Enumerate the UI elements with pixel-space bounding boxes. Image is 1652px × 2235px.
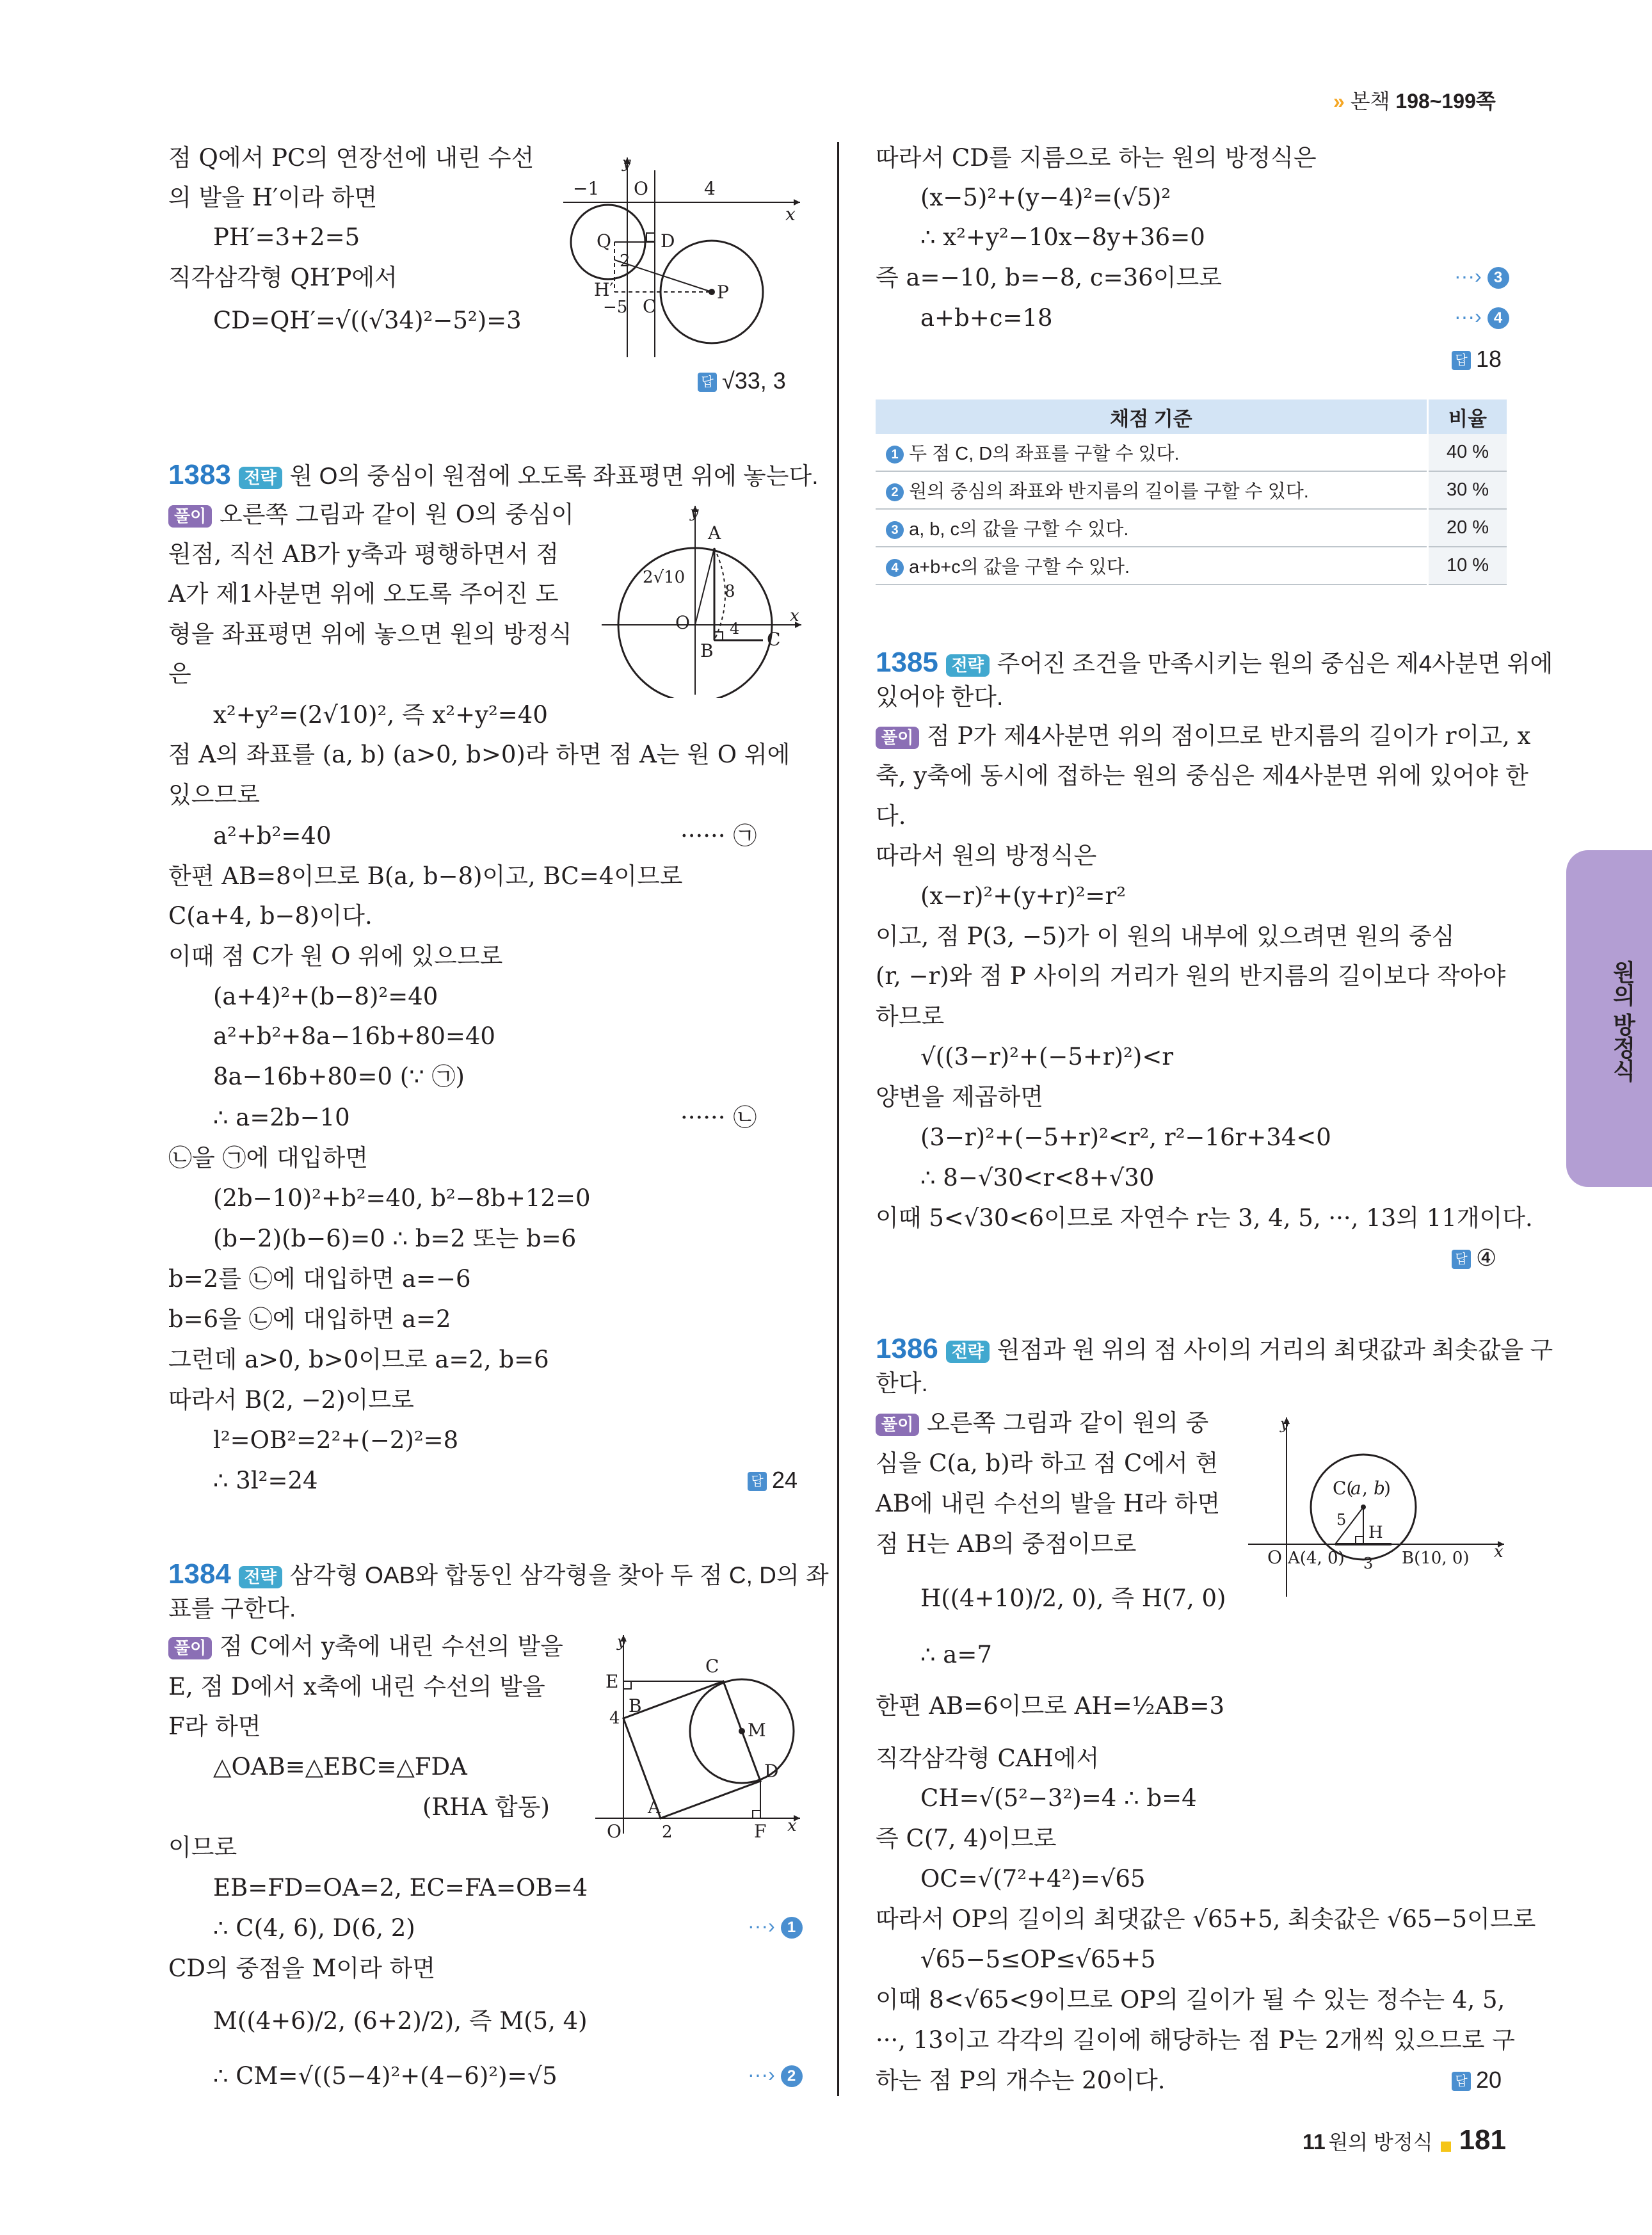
math-line: ∴ 8−√30<r<8+√30 [920, 1164, 1155, 1191]
math-line: OC=√(7²+4²)=√65 [920, 1865, 1146, 1892]
svg-text:C: C [767, 629, 781, 650]
solution-line: ···, 13이고 각각의 길이에 해당하는 점 P는 2개씩 있으므로 구 [876, 2026, 1515, 2054]
strategy-text: 원점과 원 위의 점 사이의 거리의 최댓값과 최솟값을 구 [997, 1337, 1553, 1363]
solution-line: 이고, 점 P(3, −5)가 이 원의 내부에 있으려면 원의 중심 [876, 923, 1455, 950]
solution-line: 즉 a=−10, b=−8, c=36이므로 [876, 264, 1222, 291]
problem-1385-heading [876, 649, 1553, 677]
strategy-text-cont: 표를 구한다. [168, 1595, 296, 1622]
solution-line: 형을 좌표평면 위에 놓으면 원의 방정식 [168, 620, 572, 648]
svg-text:8: 8 [725, 582, 735, 601]
solution-line: 다. [876, 802, 906, 830]
math-line: (RHA 합동) [422, 1793, 550, 1821]
svg-text:4: 4 [609, 1709, 620, 1728]
svg-text:H′: H′ [594, 279, 614, 300]
text-line: 의 발을 H′이라 하면 [168, 184, 378, 211]
math-line: ∴ x²+y²−10x−8y+36=0 [920, 223, 1205, 251]
chapter-tab-number: 11 [1500, 893, 1569, 958]
solution-line: b=6을 ㉡에 대입하면 a=2 [168, 1305, 451, 1333]
math-line: a²+b²+8a−16b+80=40 [213, 1022, 495, 1050]
strategy-badge: 전략 [946, 1341, 990, 1363]
solution-line: A가 제1사분면 위에 오도록 주어진 도 [168, 580, 559, 608]
math-line: EB=FD=OA=2, EC=FA=OB=4 [213, 1874, 588, 1901]
problem-number: 1386 [876, 1333, 938, 1364]
problem-1383-heading [168, 461, 819, 489]
solution-line: 축, y축에 동시에 접하는 원의 중심은 제4사분면 위에 있어야 한 [876, 762, 1528, 789]
solution-line: 점 H는 AB의 중점이므로 [876, 1530, 1137, 1558]
figure-chord-circle [1248, 1411, 1511, 1603]
math-line: H((4+10)/2, 0), 즉 H(7, 0) [920, 1585, 1226, 1612]
math-line: ∴ CM=√((5−4)²+(4−6)²)=√5 [213, 2062, 557, 2090]
solution-line: E, 점 D에서 x축에 내린 수선의 발을 [168, 1673, 545, 1700]
solution-line: 이때 5<√30<6이므로 자연수 r는 3, 4, 5, ···, 13의 11개이다. [876, 1204, 1533, 1232]
svg-text:P: P [717, 282, 729, 303]
svg-text:F: F [754, 1821, 767, 1840]
solution-line: 하므로 [876, 1003, 945, 1030]
solution-badge: 풀이 [876, 1414, 919, 1436]
equation-mark-1: ······ ㉠ [680, 822, 757, 850]
page-reference [1333, 85, 1496, 115]
solution-line: (r, −r)와 점 P 사이의 거리가 원의 반지름의 길이보다 작아야 [876, 962, 1506, 990]
svg-text:A: A [708, 522, 721, 544]
table-header-criteria: 채점 기준 [876, 399, 1428, 434]
equation-mark-2: ······ ㉡ [680, 1104, 757, 1131]
ref-label: 본책 [1350, 90, 1390, 113]
solution-line: 직각삼각형 CAH에서 [876, 1745, 1100, 1772]
math-line: (2b−10)²+b²=40, b²−8b+12=0 [213, 1184, 591, 1212]
solution-line: 이때 8<√65<9이므로 OP의 길이가 될 수 있는 정수는 4, 5, [876, 1986, 1505, 2013]
solution-line: F라 하면 [168, 1713, 261, 1740]
svg-text:x: x [790, 606, 799, 625]
solution-line: 풀이 점 P가 제4사분면 위의 점이므로 반지름의 길이가 r이고, x [876, 724, 1530, 749]
svg-text:O: O [607, 1821, 622, 1840]
math-line: △OAB≡△EBC≡△FDA [213, 1753, 467, 1780]
page-number: 181 [1459, 2124, 1506, 2156]
page-footer [1303, 2124, 1506, 2156]
answer-1385: 답 ④ [1452, 1245, 1496, 1271]
svg-text:A(4, 0): A(4, 0) [1288, 1549, 1345, 1568]
answer-1386: 답 20 [1452, 2067, 1502, 2094]
figure-circle-abc [602, 499, 806, 698]
solution-badge: 풀이 [876, 727, 919, 749]
scoring-table [876, 399, 1507, 585]
solution-line: 양변을 제곱하면 [876, 1083, 1043, 1111]
solution-line: 심을 C(a, b)라 하고 점 C에서 현 [876, 1449, 1219, 1477]
solution-line: 즉 C(7, 4)이므로 [876, 1825, 1057, 1852]
svg-text:−5: −5 [603, 298, 628, 317]
svg-text:5: 5 [1336, 1511, 1347, 1529]
problem-number: 1384 [168, 1558, 231, 1590]
answer-icon: 답 [1452, 351, 1471, 370]
svg-text:2√10: 2√10 [643, 568, 686, 587]
strategy-badge: 전략 [239, 467, 282, 489]
svg-text:4: 4 [730, 620, 740, 638]
svg-text:A: A [648, 1796, 661, 1818]
math-line: (x−5)²+(y−4)²=(√5)² [920, 184, 1171, 211]
solution-line: 그런데 a>0, b>0이므로 a=2, b=6 [168, 1346, 549, 1373]
table-row: 4 a+b+c의 값을 구할 수 있다. 10 % [876, 547, 1507, 585]
math-line: a²+b²=40 [213, 822, 332, 850]
text-line: 점 Q에서 PC의 연장선에 내린 수선 [168, 144, 534, 172]
solution-line: 한편 AB=8이므로 B(a, b−8)이고, BC=4이므로 [168, 862, 683, 890]
math-line: ∴ 3l²=24 [213, 1467, 318, 1494]
svg-text:,: , [1362, 1478, 1368, 1499]
svg-text:D: D [764, 1761, 779, 1782]
step-marker-4: ···› 4 [1454, 305, 1509, 329]
solution-line: b=2를 ㉡에 대입하면 a=−6 [168, 1265, 471, 1293]
strategy-badge: 전략 [946, 654, 990, 677]
svg-text:C: C [705, 1656, 719, 1677]
math-line: (a+4)²+(b−8)²=40 [213, 983, 438, 1010]
solution-line: 이므로 [168, 1834, 237, 1861]
column-divider [837, 142, 839, 2096]
svg-text:x: x [787, 1816, 797, 1836]
problem-number: 1383 [168, 459, 231, 490]
problem-1386-heading [876, 1335, 1553, 1363]
step-marker-2: ···› 2 [748, 2063, 803, 2087]
solution-line: AB에 내린 수선의 발을 H라 하면 [876, 1490, 1221, 1517]
svg-text:4: 4 [704, 178, 716, 199]
footer-square-icon [1441, 2142, 1451, 2152]
footer-chapter: 11 [1302, 2130, 1326, 2154]
answer-icon: 답 [748, 1472, 767, 1491]
table-header-ratio: 비율 [1428, 399, 1507, 434]
svg-text:M: M [748, 1720, 766, 1741]
strategy-text-cont: 있어야 한다. [876, 684, 1004, 710]
svg-text:x: x [1494, 1542, 1504, 1561]
math-line: l²=OB²=2²+(−2)²=8 [213, 1426, 459, 1454]
svg-text:B: B [700, 640, 714, 661]
figure-circles-qp [563, 151, 806, 362]
svg-text:E: E [605, 1671, 619, 1692]
text-line: 직각삼각형 QH′P에서 [168, 264, 397, 291]
svg-text:y: y [617, 1633, 626, 1650]
solution-line: 따라서 CD를 지름으로 하는 원의 방정식은 [876, 144, 1317, 172]
svg-text:H: H [1368, 1523, 1383, 1542]
solution-line: 점 A의 좌표를 (a, b) (a>0, b>0)라 하면 점 A는 원 O 위에 [168, 741, 790, 768]
solution-line: 따라서 B(2, −2)이므로 [168, 1386, 414, 1414]
step-marker-3: ···› 3 [1454, 264, 1509, 289]
chapter-tab-title: 원의 방정식 [1610, 960, 1636, 1083]
svg-text:C: C [643, 296, 657, 317]
solution-line: ㉡을 ㉠에 대입하면 [168, 1144, 368, 1172]
footer-title: 원의 방정식 [1328, 2131, 1433, 2154]
svg-text:y: y [1280, 1415, 1289, 1433]
solution-line: 풀이 오른쪽 그림과 같이 원 O의 중심이 [168, 503, 574, 528]
math-line: (x−r)²+(y+r)²=r² [920, 882, 1127, 910]
svg-text:2: 2 [662, 1823, 673, 1840]
step-marker-1: ···› 1 [748, 1914, 803, 1939]
solution-line: C(a+4, b−8)이다. [168, 902, 373, 930]
math-line: ∴ a=7 [920, 1641, 992, 1668]
svg-text:O: O [1267, 1547, 1282, 1568]
svg-text:B: B [629, 1695, 642, 1716]
solution-line: 원점, 직선 AB가 y축과 평행하면서 점 [168, 540, 559, 568]
problem-1384-heading [168, 1560, 829, 1588]
svg-text:3: 3 [1363, 1554, 1374, 1572]
math-line: a+b+c=18 [920, 304, 1053, 332]
problem-number: 1385 [876, 647, 938, 678]
svg-text:y: y [622, 154, 631, 172]
figure-square-circle [595, 1629, 816, 1840]
svg-text:Q: Q [597, 230, 611, 252]
double-chevron-icon: » [1333, 90, 1345, 113]
strategy-text: 원 O의 중심이 원점에 오도록 좌표평면 위에 놓는다. [289, 463, 819, 489]
strategy-text-cont: 한다. [876, 1370, 928, 1396]
math-line: CH=√(5²−3²)=4 ∴ b=4 [920, 1784, 1197, 1812]
strategy-text: 주어진 조건을 만족시키는 원의 중심은 제4사분면 위에 [997, 650, 1553, 677]
math-line: (3−r)²+(−5+r)²<r², r²−16r+34<0 [920, 1124, 1331, 1151]
svg-text:O: O [634, 178, 648, 199]
solution-line: 한편 AB=6이므로 AH=½AB=3 [876, 1692, 1224, 1720]
table-row: 3 a, b, c의 값을 구할 수 있다. 20 % [876, 509, 1507, 547]
svg-text:D: D [661, 230, 675, 252]
ref-pages: 198~199쪽 [1395, 90, 1496, 113]
solution-line: 이때 점 C가 원 O 위에 있으므로 [168, 942, 503, 970]
answer-icon: 답 [698, 373, 717, 392]
solution-line: 하는 점 P의 개수는 20이다. [876, 2067, 1166, 2094]
svg-text:O: O [675, 612, 690, 633]
solution-line: 풀이 오른쪽 그림과 같이 원의 중 [876, 1411, 1208, 1436]
math-line: ∴ a=2b−10 [213, 1104, 350, 1131]
solution-line: CD의 중점을 M이라 하면 [168, 1955, 436, 1982]
solution-line: 있으므로 [168, 781, 260, 809]
math-line: √65−5≤OP≤√65+5 [920, 1946, 1156, 1973]
strategy-text: 삼각형 OAB와 합동인 삼각형을 찾아 두 점 C, D의 좌 [289, 1562, 829, 1588]
math-line: 8a−16b+80=0 (∵ ㉠) [213, 1063, 465, 1090]
svg-text:): ) [1384, 1478, 1391, 1499]
solution-badge: 풀이 [168, 1637, 212, 1659]
svg-text:x: x [785, 204, 796, 225]
math-line: x²+y²=(2√10)², 즉 x²+y²=40 [213, 701, 548, 729]
svg-text:y: y [690, 503, 699, 521]
solution-line: 은 [168, 660, 191, 688]
solution-line: 따라서 원의 방정식은 [876, 842, 1097, 869]
solution-line: 풀이 점 C에서 y축에 내린 수선의 발을 [168, 1634, 563, 1659]
answer-icon: 답 [1452, 2072, 1471, 2091]
svg-text:B(10, 0): B(10, 0) [1402, 1549, 1470, 1568]
math-line: M((4+6)/2, (6+2)/2), 즉 M(5, 4) [213, 2007, 588, 2035]
answer-1384: 답 18 [1452, 346, 1502, 373]
math-line: PH′=3+2=5 [213, 223, 360, 251]
svg-text:−1: −1 [573, 178, 600, 199]
math-line: CD=QH′=√((√34)²−5²)=3 [213, 307, 522, 334]
math-line: ∴ C(4, 6), D(6, 2) [213, 1914, 415, 1942]
strategy-badge: 전략 [239, 1566, 282, 1588]
solution-badge: 풀이 [168, 505, 212, 528]
table-row: 2 원의 중심의 좌표와 반지름의 길이를 구할 수 있다. 30 % [876, 471, 1507, 509]
math-line: √((3−r)²+(−5+r)²)<r [920, 1043, 1174, 1070]
table-row: 1 두 점 C, D의 좌표를 구할 수 있다. 40 % [876, 434, 1507, 471]
solution-line: 따라서 OP의 길이의 최댓값은 √65+5, 최솟값은 √65−5이므로 [876, 1905, 1536, 1933]
svg-text:b: b [1374, 1478, 1385, 1499]
svg-text:a: a [1351, 1478, 1361, 1499]
answer-1383: 답 24 [748, 1467, 798, 1494]
math-line: (b−2)(b−6)=0 ∴ b=2 또는 b=6 [213, 1225, 577, 1252]
svg-text:2: 2 [620, 252, 630, 271]
answer-intro: 답 √33, 3 [698, 367, 786, 394]
svg-text:C(: C( [1333, 1478, 1354, 1499]
answer-icon: 답 [1452, 1250, 1471, 1269]
